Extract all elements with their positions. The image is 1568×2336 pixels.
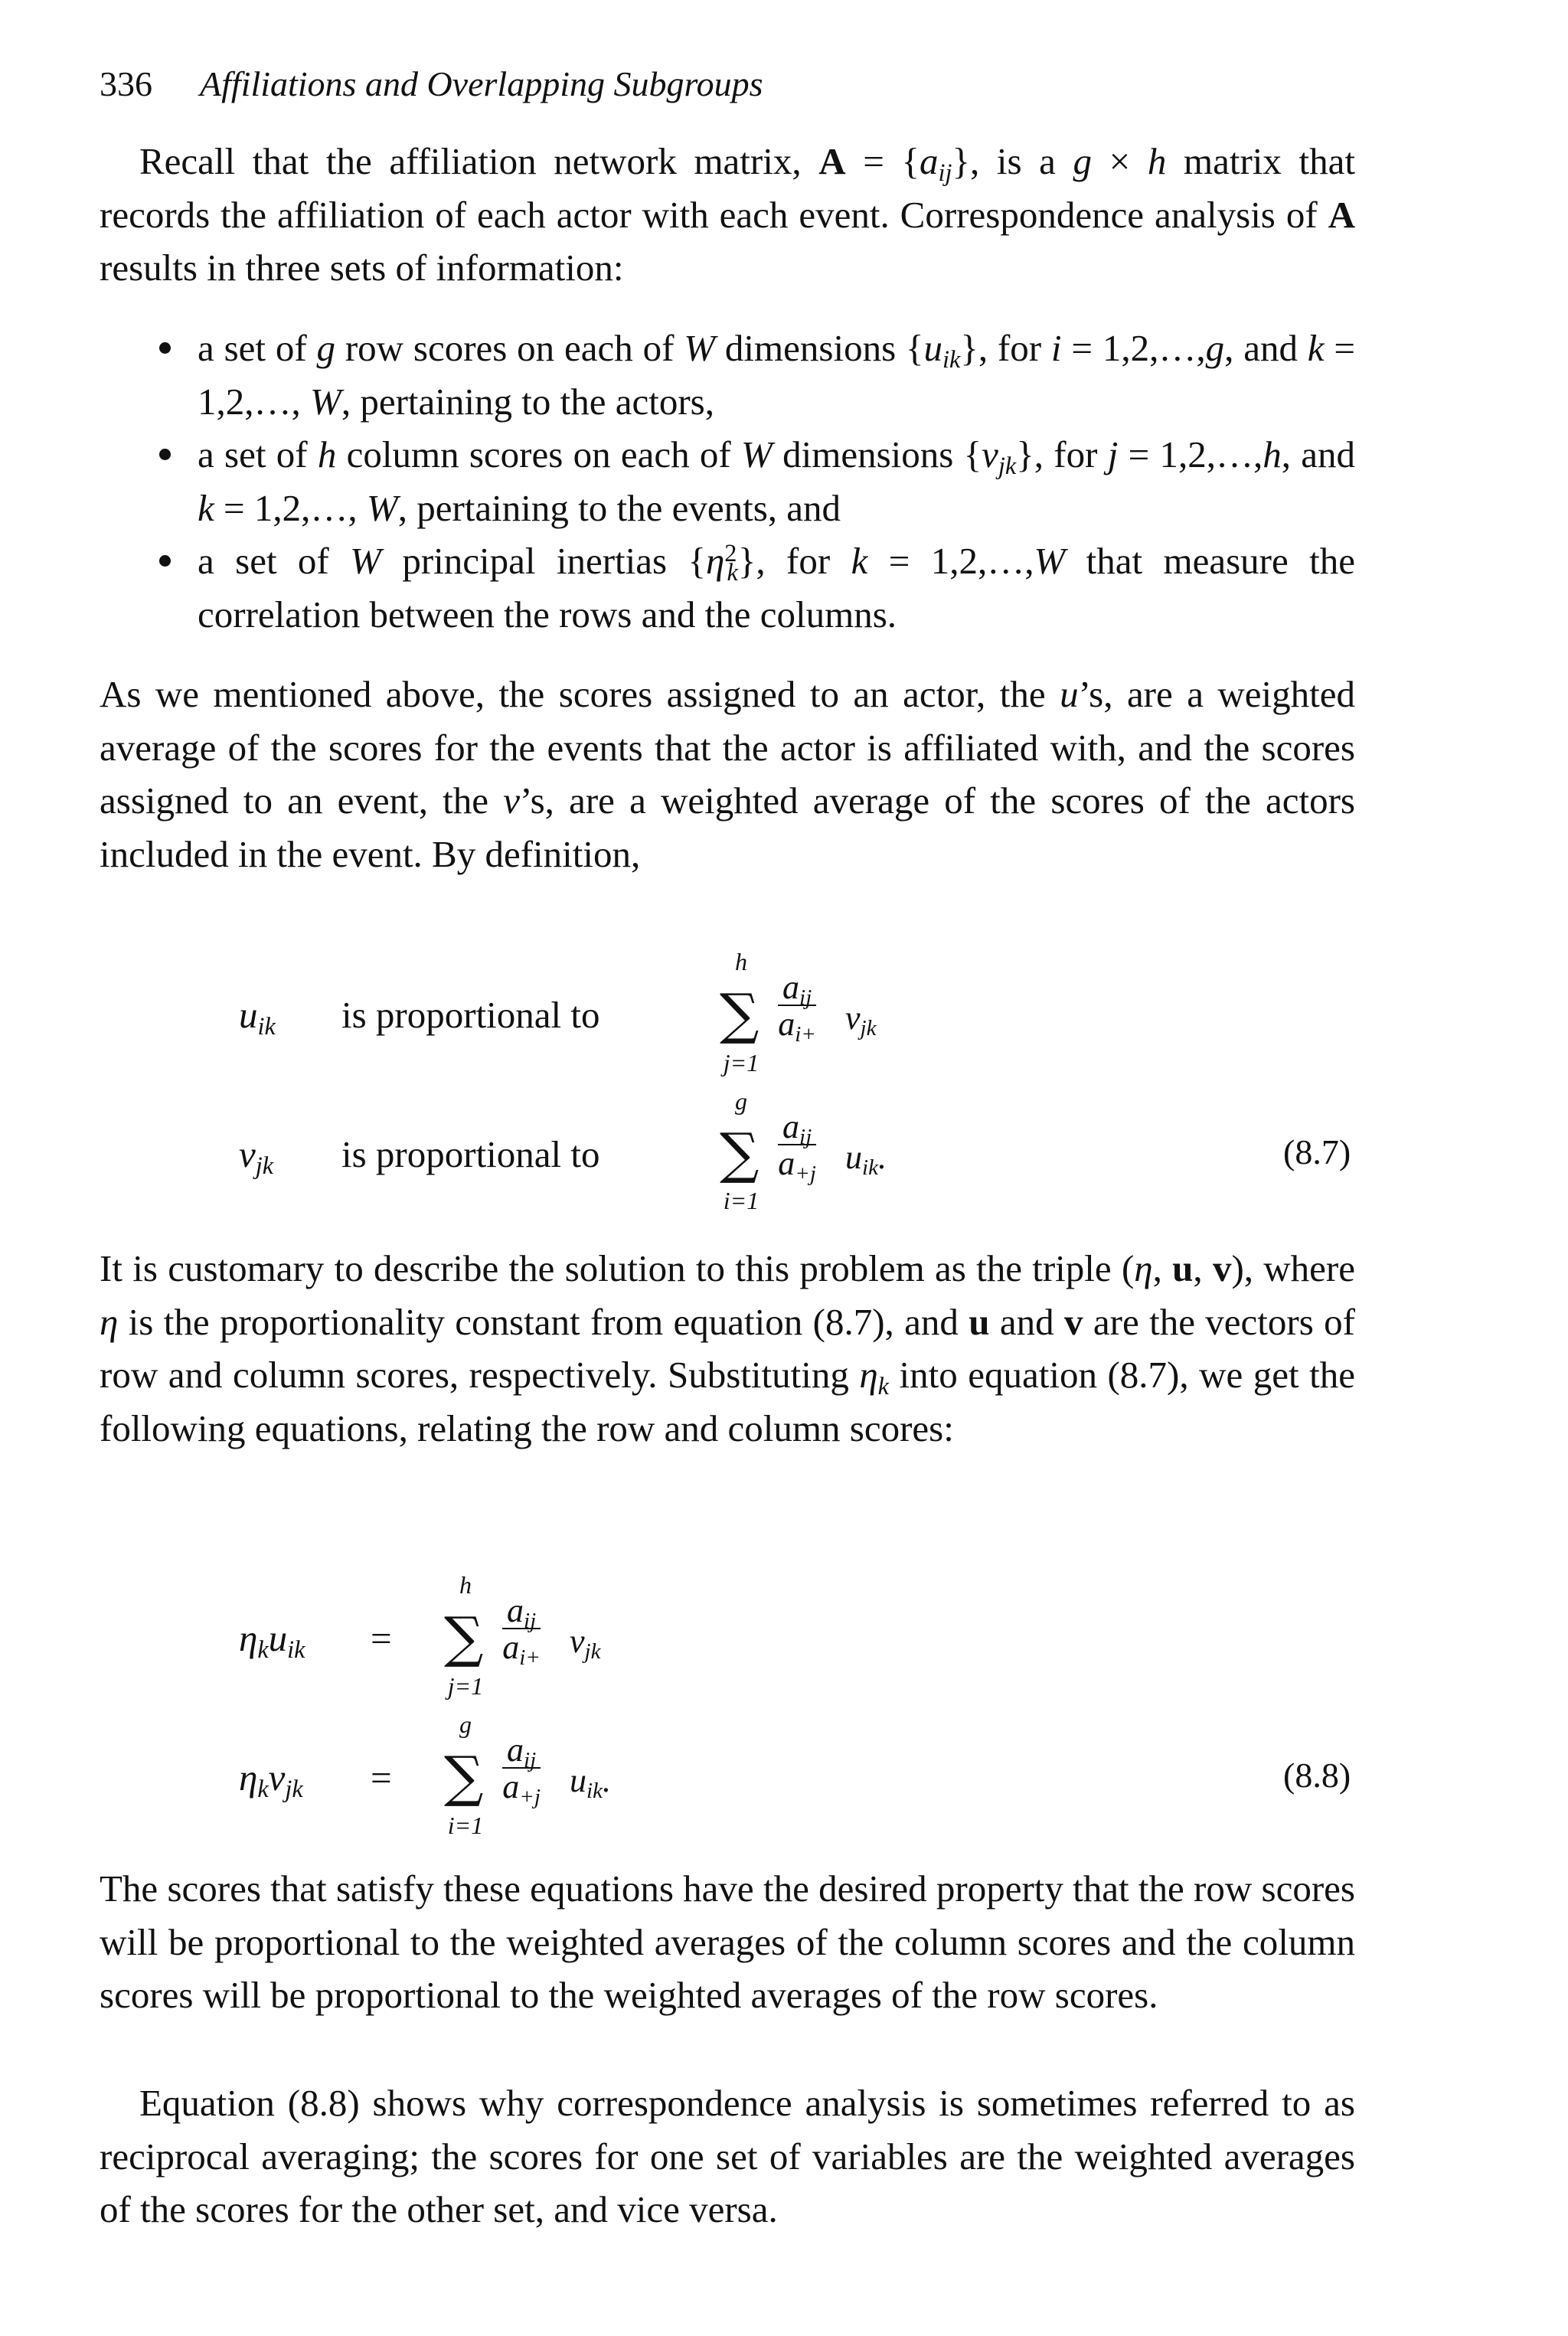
list-item-row-scores: a set of g row scores on each of W dimensions $\{u_{ik}\}$, for i = 1,2,…,g, and k = 1,2,…, W, pertaining to the actors,	[198, 322, 1355, 428]
list-item-principal-inertias: a set of W principal inertias $\{\eta^2_k\}$, for k = 1,2,…,W that measure the correlation between the rows and the columns.	[198, 534, 1355, 641]
running-title: Affiliations and Overlapping Subgroups	[200, 64, 763, 103]
page-number: 336	[100, 64, 152, 103]
paragraph-weighted-average: As we mentioned above, the scores assigned to an actor, the u’s, are a weighted average of the scores for the events that the actor is affiliated with, and the scores assigned to an event, the v’s, are a weighted average of the scores of the actors included in the event. By definition,	[100, 673, 1355, 875]
information-list	[198, 322, 1355, 641]
paragraph-solution-triple: It is customary to describe the solution to this problem as the triple (η, u, v), where η is the proportionality constant from equation (8.7), and u and v are the vectors of row and column scores, respectively. Substituting $\eta_k$ into equation (8.7), we get the following equations, relating the row and column scores:	[100, 1247, 1355, 1449]
list-item-column-scores: a set of h column scores on each of W dimensions $\{v_{jk}\}$, for j = 1,2,…,h, and k = 1,2,…, W, pertaining to the events, and	[198, 428, 1355, 534]
equation-number-8-7: (8.7)	[1283, 1132, 1351, 1171]
equation-number-8-8: (8.8)	[1283, 1756, 1351, 1795]
paragraph-intro: Recall that the affiliation network matrix, $A = \{a_{ij}\}$, is a g × h matrix that records the affiliation of each actor with each event. Correspondence analysis of A results in three sets of information:	[100, 140, 1356, 289]
paragraph-reciprocal-averaging: Equation (8.8) shows why correspondence analysis is sometimes referred to as reciprocal averaging; the scores for one set of variables are the weighted averages of the scores for the other set, and vice versa.	[100, 2082, 1355, 2230]
running-header	[100, 63, 763, 106]
paragraph-desired-property: The scores that satisfy these equations have the desired property that the row scores will be proportional to the weighted averages of the column scores and the column scores will be proportional to the weighted averages of the row scores.	[100, 1867, 1355, 2016]
book-page: 336 Affiliations and Overlapping Subgroups Recall that the affiliation network matrix, $A = \{a_{ij}\}$, is a g × h matrix that records the affiliation of each actor with each event. Correspondence analysis of A results in three sets of information: a set of g row scores on each of W dimensions $\{u_{ik}\}$, for i = 1,2,…,g, and k = 1,2,…, W, pertaining to the actors, a set of h column scores on each of W dimensions $\{v_{jk}\}$, for j = 1,2,…,h, and k = 1,2,…, W, pertaining to the events, and a set of W principal inertias $\{\eta^2_k\}$, for k = 1,2,…,W that measure the correlation between the rows and the columns. As we mentioned above, the scores assigned to an actor, the u’s, are a weighted average of the scores for the events that the actor is affiliated with, and the scores assigned to an event, the v’s, are a weighted average of the scores of the actors included in the event. By definition, $u_{ik}$ is proportional to h ∑ j=1 $a_{ij}$ $a_{i+}$ $v_{jk}$ $v_{jk}$ is proportional to g ∑ i=1 $a_{ij}$ $a_{+j}$ $u_{ik}$. (8.7) It is customary to describe the solution to this problem as the triple (η, u, v), where η is the proportionality constant from equation (8.7), and u and v are the vectors of row and column scores, respectively. Substituting $\eta_k$ into equation (8.7), we get the following equations, relating the row and column scores: $\eta_ku_{ik}$ = h ∑ j=1 $a_{ij}$ $a_{i+}$ $v_{jk}$ $\eta_kv_{jk}$ = g ∑ i=1 $a_{ij}$ $a_{+j}$ $u_{ik}$. (8.8) The scores that satisfy these equations have the desired property that the row scores will be proportional to the weighted averages of the column scores and the column scores will be proportional to the weighted averages of the row scores. Equation (8.8) shows why correspondence analysis is sometimes referred to as reciprocal averaging; the scores for one set of variables are the weighted averages of the scores for the other set, and vice versa.	[0, 0, 1568, 2336]
